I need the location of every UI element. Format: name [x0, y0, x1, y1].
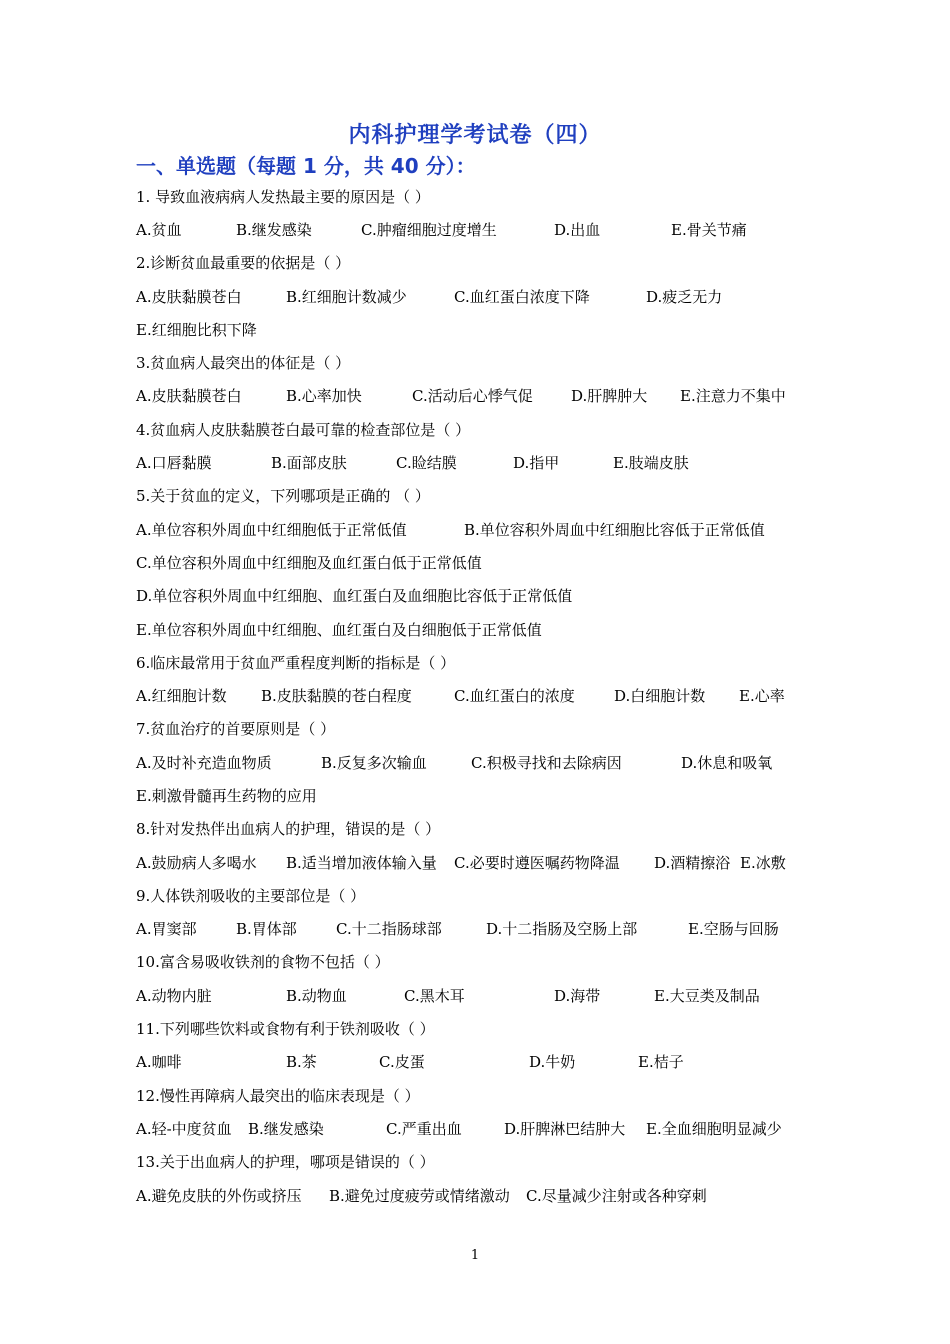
- question-stem: 1. 导致血液病病人发热最主要的原因是（ ）: [136, 188, 430, 206]
- answer-option: B.适当增加液体输入量: [286, 854, 437, 872]
- question-stem: 13.关于出血病人的护理，哪项是错误的（ ）: [136, 1153, 435, 1171]
- option-row: [136, 1051, 816, 1073]
- answer-option: B.继发感染: [248, 1120, 324, 1138]
- answer-option: A.贫血: [136, 221, 182, 239]
- question-stem: 8.针对发热伴出血病人的护理，错误的是（ ）: [136, 820, 441, 838]
- answer-option: B.心率加快: [286, 387, 362, 405]
- section-heading: 一、单选题（每题 1 分，共 40 分）：: [136, 154, 476, 178]
- option-row: [136, 585, 816, 607]
- answer-option: D.白细胞计数: [614, 687, 706, 705]
- option-row: [136, 752, 816, 774]
- question-stem: 2.诊断贫血最重要的依据是（ ）: [136, 254, 351, 272]
- answer-option: E.心率: [739, 687, 785, 705]
- answer-option: A.鼓励病人多喝水: [136, 854, 257, 872]
- answer-option: B.避免过度疲劳或情绪激动: [329, 1187, 510, 1205]
- answer-option: E.注意力不集中: [680, 387, 786, 405]
- answer-option: A.轻-中度贫血: [136, 1120, 232, 1138]
- answer-option: E.全血细胞明显减少: [646, 1120, 782, 1138]
- option-row: [136, 1118, 816, 1140]
- answer-option: A.咖啡: [136, 1053, 182, 1071]
- answer-option: C.十二指肠球部: [336, 920, 442, 938]
- answer-option: E.单位容积外周血中红细胞、血红蛋白及白细胞低于正常低值: [136, 621, 542, 639]
- option-row: [136, 785, 816, 807]
- answer-option: C.积极寻找和去除病因: [471, 754, 622, 772]
- answer-option: C.活动后心悸气促: [412, 387, 533, 405]
- question-stem: 7.贫血治疗的首要原则是（ ）: [136, 720, 336, 738]
- answer-option: D.指甲: [513, 454, 560, 472]
- answer-option: B.继发感染: [236, 221, 312, 239]
- answer-option: A.动物内脏: [136, 987, 212, 1005]
- page-title: 内科护理学考试卷（四）: [348, 123, 602, 148]
- option-row: [136, 219, 816, 241]
- answer-option: B.反复多次输血: [321, 754, 427, 772]
- option-row: [136, 685, 816, 707]
- option-row: [136, 319, 816, 341]
- answer-option: C.严重出血: [386, 1120, 462, 1138]
- answer-option: C.血红蛋白浓度下降: [454, 288, 590, 306]
- answer-option: D.十二指肠及空肠上部: [486, 920, 638, 938]
- option-row: [136, 452, 816, 474]
- option-row: [136, 552, 816, 574]
- answer-option: A.及时补充造血物质: [136, 754, 272, 772]
- question-stem: 4.贫血病人皮肤黏膜苍白最可靠的检查部位是（ ）: [136, 421, 471, 439]
- option-row: [136, 286, 816, 308]
- option-row: [136, 1185, 816, 1207]
- answer-option: A.单位容积外周血中红细胞低于正常低值: [136, 521, 407, 539]
- answer-option: A.胃窦部: [136, 920, 197, 938]
- question-stem: 12.慢性再障病人最突出的临床表现是（ ）: [136, 1087, 420, 1105]
- answer-option: D.休息和吸氧: [681, 754, 773, 772]
- question-stem: 6.临床最常用于贫血严重程度判断的指标是（ ）: [136, 654, 456, 672]
- answer-option: E.大豆类及制品: [654, 987, 760, 1005]
- answer-option: E.空肠与回肠: [688, 920, 779, 938]
- answer-option: D.肝脾淋巴结肿大: [504, 1120, 626, 1138]
- answer-option: E.桔子: [638, 1053, 684, 1071]
- option-row: [136, 852, 816, 874]
- option-row: [136, 385, 816, 407]
- answer-option: E.红细胞比积下降: [136, 321, 257, 339]
- answer-option: B.动物血: [286, 987, 347, 1005]
- question-stem: 10.富含易吸收铁剂的食物不包括（ ）: [136, 953, 390, 971]
- answer-option: D.疲乏无力: [646, 288, 723, 306]
- option-row: [136, 918, 816, 940]
- answer-option: A.避免皮肤的外伤或挤压: [136, 1187, 302, 1205]
- answer-option: C.皮蛋: [379, 1053, 425, 1071]
- question-stem: 3.贫血病人最突出的体征是（ ）: [136, 354, 351, 372]
- answer-option: A.口唇黏膜: [136, 454, 212, 472]
- answer-option: C.必要时遵医嘱药物降温: [454, 854, 620, 872]
- answer-option: C.血红蛋白的浓度: [454, 687, 575, 705]
- answer-option: B.单位容积外周血中红细胞比容低于正常低值: [464, 521, 765, 539]
- answer-option: E.肢端皮肤: [613, 454, 689, 472]
- answer-option: A.红细胞计数: [136, 687, 227, 705]
- answer-option: B.皮肤黏膜的苍白程度: [261, 687, 412, 705]
- answer-option: D.出血: [554, 221, 601, 239]
- question-stem: 9.人体铁剂吸收的主要部位是（ ）: [136, 887, 366, 905]
- answer-option: A.皮肤黏膜苍白: [136, 387, 242, 405]
- answer-option: D.单位容积外周血中红细胞、血红蛋白及血细胞比容低于正常低值: [136, 587, 573, 605]
- answer-option: E.冰敷: [740, 854, 786, 872]
- answer-option: A.皮肤黏膜苍白: [136, 288, 242, 306]
- question-stem: 5.关于贫血的定义，下列哪项是正确的 （ ）: [136, 487, 430, 505]
- answer-option: D.牛奶: [529, 1053, 576, 1071]
- answer-option: D.酒精擦浴: [654, 854, 731, 872]
- answer-option: B.面部皮肤: [271, 454, 347, 472]
- answer-option: B.红细胞计数减少: [286, 288, 407, 306]
- answer-option: D.肝脾肿大: [571, 387, 648, 405]
- question-stem: 11.下列哪些饮料或食物有利于铁剂吸收（ ）: [136, 1020, 435, 1038]
- page-number: 1: [470, 1248, 480, 1263]
- answer-option: C.尽量减少注射或各种穿刺: [526, 1187, 707, 1205]
- answer-option: D.海带: [554, 987, 601, 1005]
- option-row: [136, 985, 816, 1007]
- option-row: [136, 519, 816, 541]
- answer-option: B.茶: [286, 1053, 317, 1071]
- answer-option: C.睑结膜: [396, 454, 457, 472]
- option-row: [136, 619, 816, 641]
- answer-option: C.肿瘤细胞过度增生: [361, 221, 497, 239]
- answer-option: C.黑木耳: [404, 987, 465, 1005]
- answer-option: E.刺激骨髓再生药物的应用: [136, 787, 317, 805]
- answer-option: B.胃体部: [236, 920, 297, 938]
- answer-option: C.单位容积外周血中红细胞及血红蛋白低于正常低值: [136, 554, 482, 572]
- answer-option: E.骨关节痛: [671, 221, 747, 239]
